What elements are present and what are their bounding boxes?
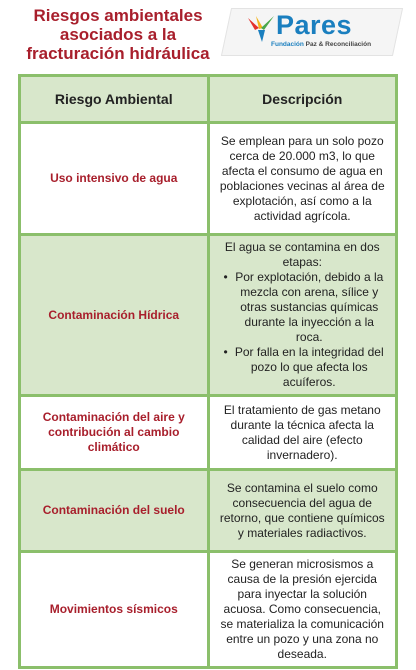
risk-name: Movimientos sísmicos [20,552,209,668]
risk-name: Contaminación del suelo [20,470,209,552]
header-description: Descripción [208,76,397,123]
risk-name: Contaminación Hídrica [20,235,209,396]
risk-description: Se contamina el suelo como consecuencia del agua de retorno, que contiene químicos y materiales radiactivos. [208,470,397,552]
list-item: • Por falla en la integridad del pozo lo que afecta los acuíferos. [232,345,388,390]
page-title: Riesgos ambientales asociados a la fracturación hidráulica [26,6,210,63]
list-item: • Por explotación, debido a la mezcla con arena, sílice y otras sustancias químicas durante la inyección a la roca. [232,270,388,345]
table-row [20,396,397,470]
table-header-row [20,76,397,123]
table-row [20,123,397,235]
table-row [20,235,397,396]
logo-wordmark: Pares [276,10,353,40]
risk-description: Se generan microsismos a causa de la presión ejercida para inyectar la solución acuosa. Como consecuencia, se materializa la comunicación entre un pozo y una zona no deseada. [208,552,397,668]
table-row [20,552,397,668]
risk-description [208,235,397,396]
risk-name: Contaminación del aire y contribución al cambio climático [20,396,209,470]
header-risk: Riesgo Ambiental [20,76,209,123]
risk-description: El tratamiento de gas metano durante la técnica afecta la calidad del aire (efecto invernadero). [208,396,397,470]
table-row [20,470,397,552]
risk-name: Uso intensivo de agua [20,123,209,235]
risk-table [18,74,398,669]
pares-logo [246,12,396,52]
bird-logo-icon [246,14,278,44]
description-intro: El agua se contamina en dos etapas: [224,240,380,269]
logo-tagline-left: Fundación [271,41,304,48]
logo-tagline [271,41,371,48]
description-bullets [218,270,388,390]
risk-description: Se emplean para un solo pozo cerca de 20.000 m3, lo que afecta el consumo de agua en poblaciones vecinas al área de explotación, así como a la actividad agrícola. [208,123,397,235]
logo-tagline-right: Paz & Reconciliación [305,41,372,48]
